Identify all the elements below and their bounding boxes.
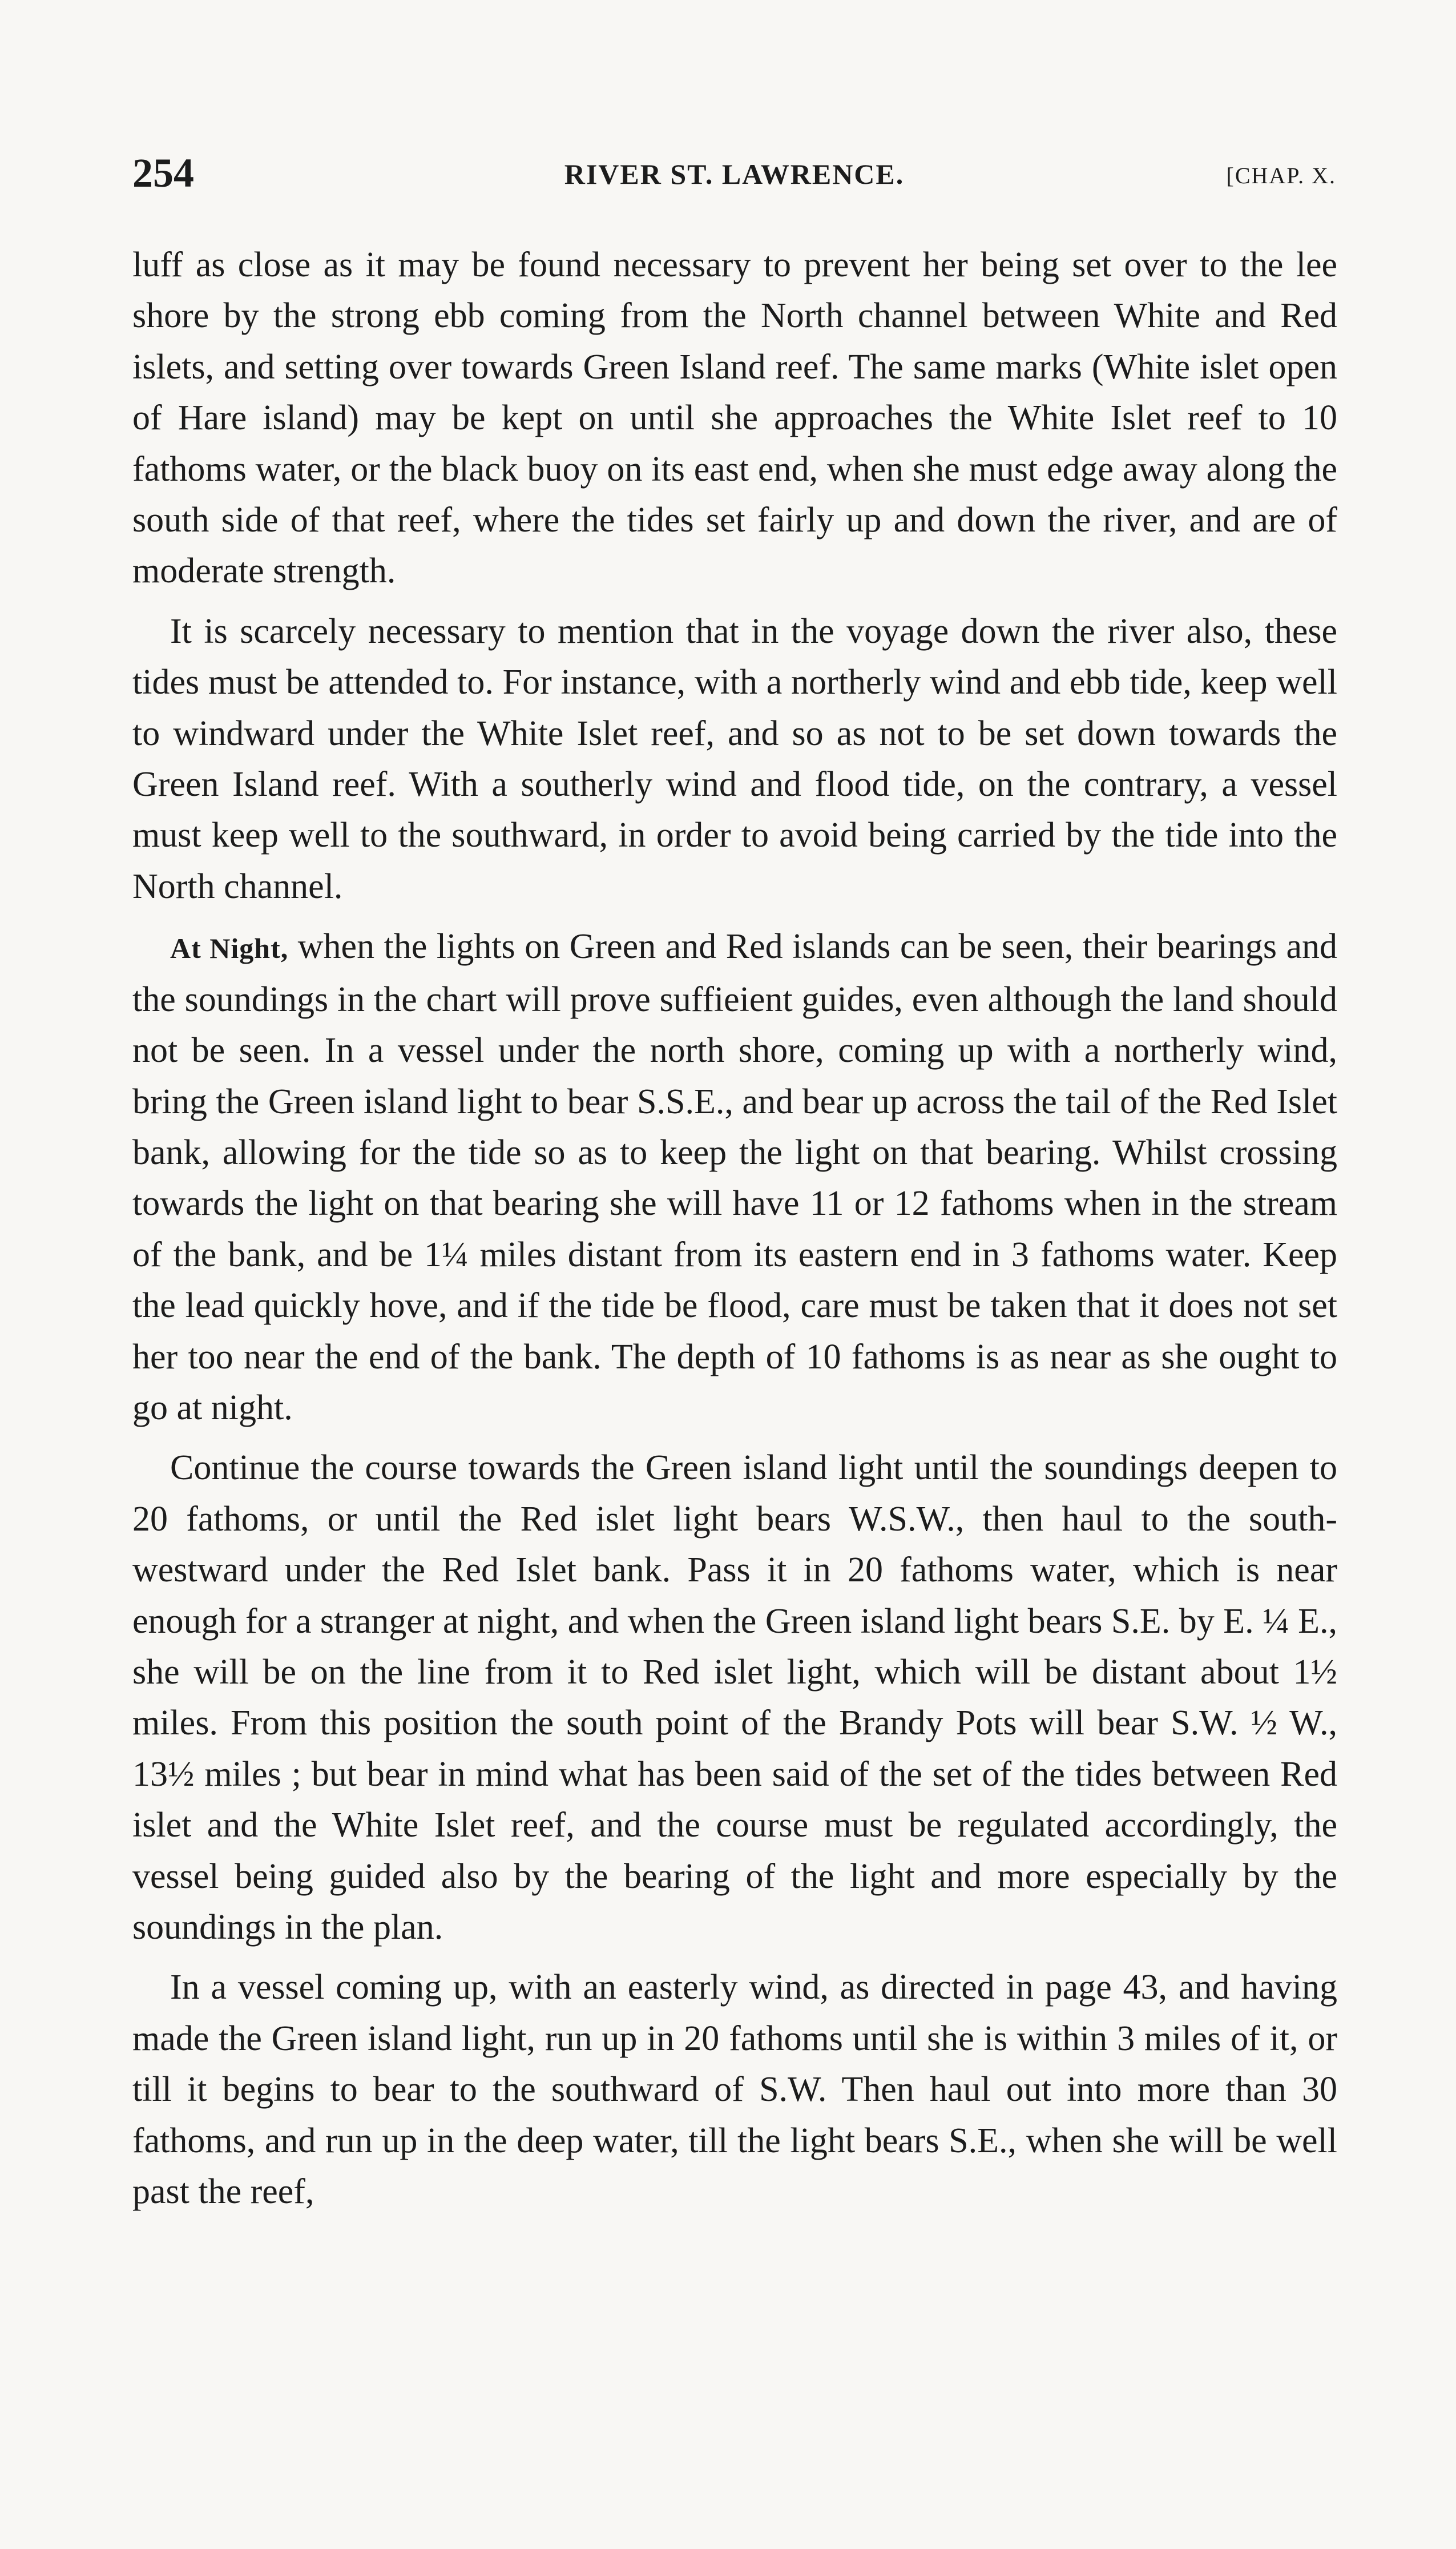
paragraph-text: luff as close as it may be found necessary to prevent her being set over to the lee shore by the strong ebb coming from the North channel between White and Red islets, and setting over towards Green Island reef. The same marks (White islet open of Hare island) may be kept on until she approaches the White Islet reef to 10 fathoms water, or the black buoy on its east end, when she must edge away along the south side of that reef, where the tides set fairly up and down the river, and are of moderate strength. <box>132 245 1337 591</box>
paragraph-text: when the lights on Green and Red islands can be seen, their bearings and the soundings in the chart will prove suffieient guides, even although the land should not be seen. In a vessel under the north shore, coming up with a northerly wind, bring the Green island light to bear S.S.E., and bear up across the tail of the Red Islet bank, allowing for the tide so as to keep the light on that bearing. Whilst crossing towards the light on that bearing she will have 11 or 12 fathoms when in the stream of the bank, and be 1¼ miles distant from its eastern end in 3 fathoms water. Keep the lead quickly hove, and if the tide be flood, care must be taken that it does not set her too near the end of the bank. The depth of 10 fathoms is as near as she ought to go at night. <box>132 927 1337 1427</box>
paragraph-4 <box>132 1443 1337 1953</box>
page-header <box>132 150 1336 195</box>
running-title: RIVER ST. LAWRENCE. <box>564 158 905 190</box>
page-body <box>132 240 1337 2226</box>
paragraph-5 <box>132 1962 1337 2217</box>
paragraph-2 <box>132 606 1337 912</box>
paragraph-1 <box>132 240 1337 597</box>
paragraph-text: It is scarcely necessary to mention that in the voyage down the river also, these tides must be attended to. For instance, with a northerly wind and ebb tide, keep well to windward under the White Islet reef, and so as not to be set down towards the Green Island reef. With a southerly wind and flood tide, on the contrary, a vessel must keep well to the southward, in order to avoid being carried by the tide into the North channel. <box>132 611 1337 906</box>
paragraph-text: Continue the course towards the Green island light until the soundings deepen to 20 fathoms, or until the Red islet light bears W.S.W., then haul to the south-westward under the Red Islet bank. Pass it in 20 fathoms water, which is near enough for a stranger at night, and when the Green island light bears S.E. by E. ¼ E., she will be on the line from it to Red islet light, which will be distant about 1½ miles. From this position the south point of the Brandy Pots will bear S.W. ½ W., 13½ miles ; but bear in mind what has been said of the set of the tides between Red islet and the White Islet reef, and the course must be regulated accordingly, the vessel being guided also by the bearing of the light and more especially by the soundings in the plan. <box>132 1448 1337 1947</box>
paragraph-text: In a vessel coming up, with an easterly wind, as directed in page 43, and having made the Green island light, run up in 20 fathoms until she is within 3 miles of it, or till it begins to bear to the southward of S.W. Then haul out into more than 30 fathoms, and run up in the deep water, till the light bears S.E., when she will be well past the reef, <box>132 1968 1337 2212</box>
chapter-label: [CHAP. X. <box>1226 163 1336 188</box>
paragraph-lead: At Night, <box>170 932 289 965</box>
paragraph-3 <box>132 921 1337 1433</box>
page-number: 254 <box>132 150 194 196</box>
